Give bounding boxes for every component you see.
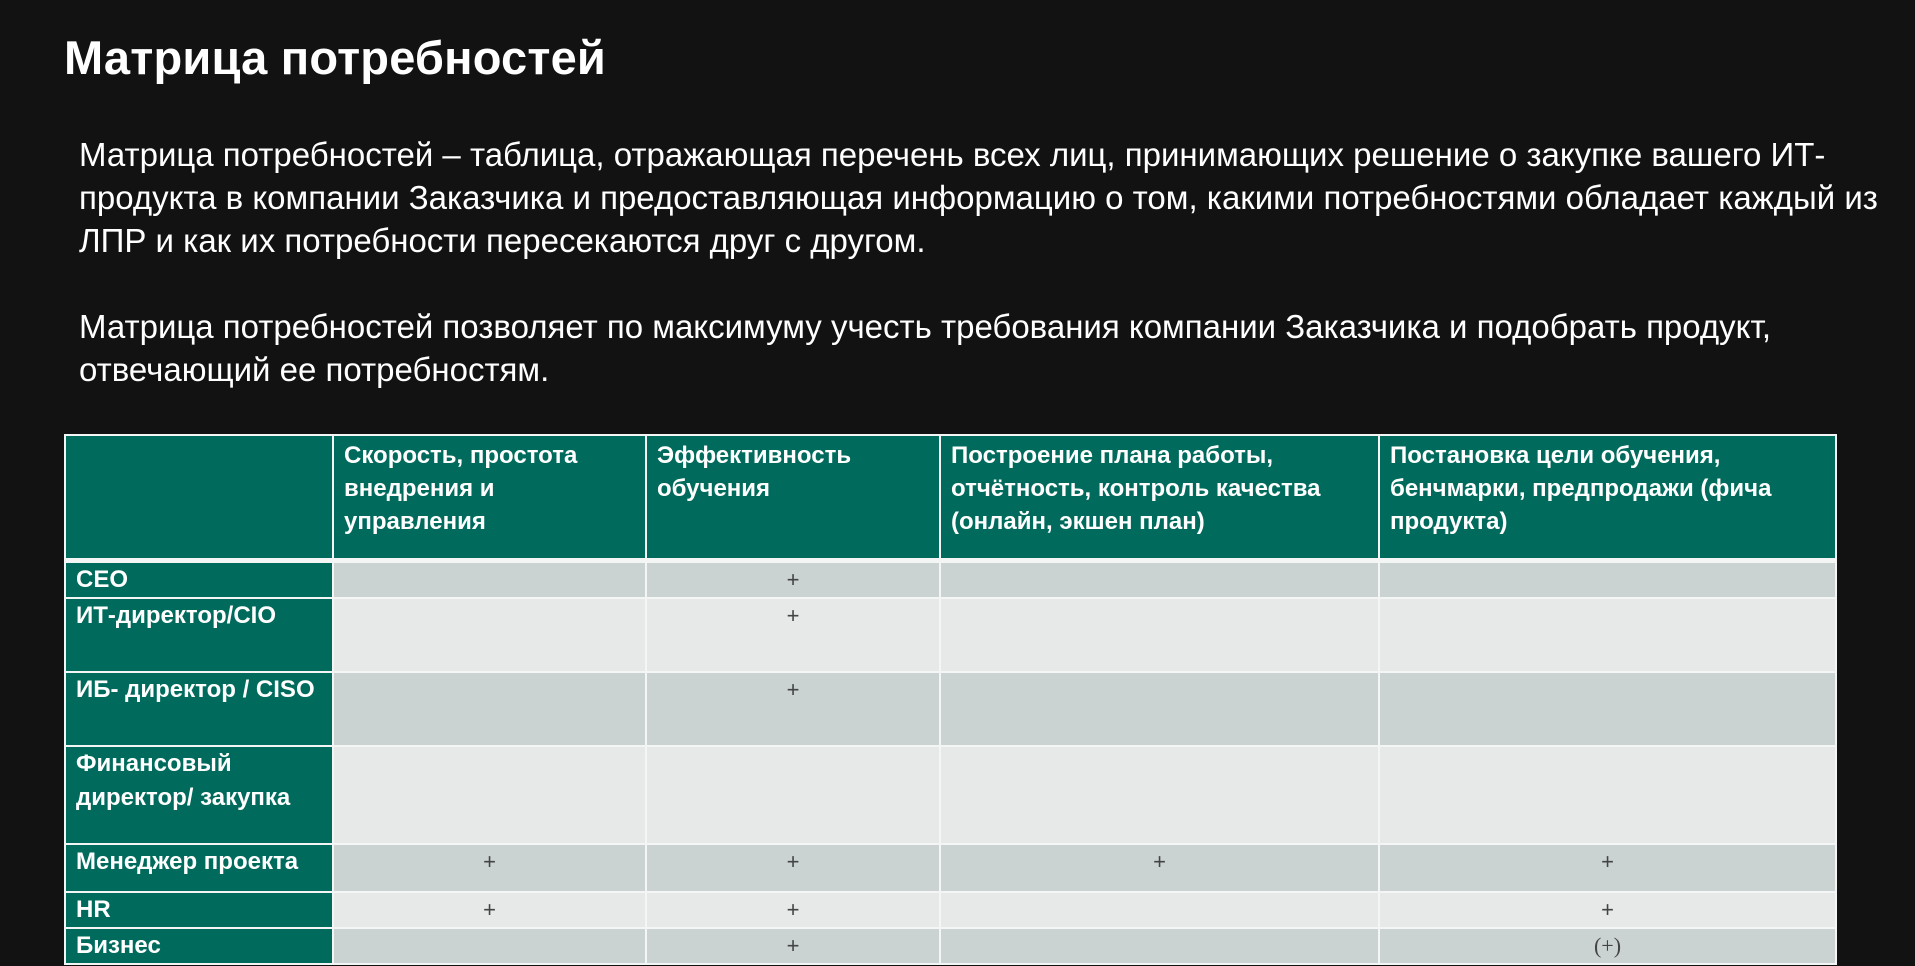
- table-cell: [333, 561, 646, 599]
- row-label: Финансовый директор/ закупка: [65, 746, 333, 844]
- needs-matrix-table: [64, 434, 1837, 965]
- column-header-efficiency: Эффективность обучения: [646, 435, 940, 561]
- table-cell: +: [646, 561, 940, 599]
- table-cell: [940, 892, 1379, 928]
- definition-paragraph: Матрица потребностей – таблица, отражающая перечень всех лиц, принимающих решение о закупке вашего ИТ-продукта в компании Заказчика и предоставляющая информацию о том, какими потребностями обладает каждый из ЛПР и как их потребности пересекаются друг с другом.: [79, 136, 1878, 259]
- table-cell: +: [333, 892, 646, 928]
- table-cell: [940, 746, 1379, 844]
- table-cell: [940, 672, 1379, 746]
- table-row: [65, 598, 1836, 672]
- table-cell: +: [646, 892, 940, 928]
- table-cell: +: [646, 672, 940, 746]
- table-row: [65, 928, 1836, 964]
- table-cell: [1379, 672, 1836, 746]
- table-cell: [333, 672, 646, 746]
- table-cell: [940, 598, 1379, 672]
- table-cell: [940, 928, 1379, 964]
- table-cell: +: [646, 844, 940, 892]
- table-cell: [1379, 561, 1836, 599]
- corner-cell: [65, 435, 333, 561]
- table-cell: +: [646, 598, 940, 672]
- table-cell: (+): [1379, 928, 1836, 964]
- table-cell: [333, 598, 646, 672]
- column-header-planning: Построение плана работы, отчётность, контроль качества (онлайн, экшен план): [940, 435, 1379, 561]
- header-row: [65, 435, 1836, 561]
- table-cell: +: [1379, 892, 1836, 928]
- table-row: [65, 746, 1836, 844]
- table-cell: +: [646, 928, 940, 964]
- slide-title: Матрица потребностей: [64, 31, 607, 84]
- table-row: [65, 892, 1836, 928]
- table-cell: [333, 928, 646, 964]
- table-row: [65, 672, 1836, 746]
- row-label: Бизнес: [65, 928, 333, 964]
- description: [79, 133, 1889, 391]
- table-row: [65, 561, 1836, 599]
- table-cell: [646, 746, 940, 844]
- table-cell: +: [940, 844, 1379, 892]
- row-label: ИБ- директор / CISO: [65, 672, 333, 746]
- table-cell: +: [333, 844, 646, 892]
- purpose-paragraph: Матрица потребностей позволяет по максимуму учесть требования компании Заказчика и подобрать продукт, отвечающий ее потребностям.: [79, 308, 1772, 388]
- row-label: CEO: [65, 561, 333, 599]
- column-header-speed: Скорость, простота внедрения и управления: [333, 435, 646, 561]
- table-cell: [940, 561, 1379, 599]
- table-cell: [1379, 746, 1836, 844]
- row-label: ИТ-директор/CIO: [65, 598, 333, 672]
- column-header-goals: Постановка цели обучения, бенчмарки, предпродажи (фича продукта): [1379, 435, 1836, 561]
- row-label: HR: [65, 892, 333, 928]
- table-cell: [333, 746, 646, 844]
- row-label: Менеджер проекта: [65, 844, 333, 892]
- table-cell: [1379, 598, 1836, 672]
- table-row: [65, 844, 1836, 892]
- table-cell: +: [1379, 844, 1836, 892]
